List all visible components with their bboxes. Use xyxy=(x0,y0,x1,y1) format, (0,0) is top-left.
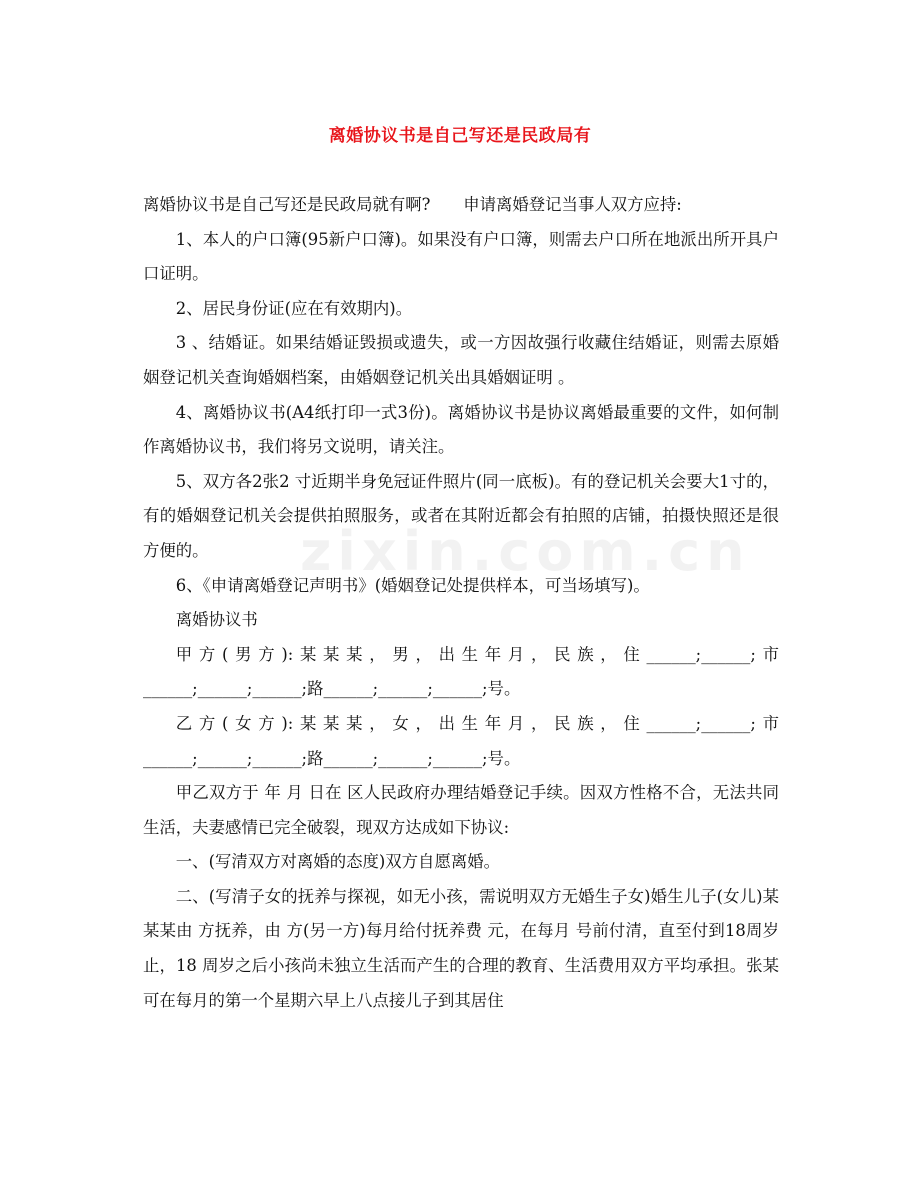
marriage-statement: 甲乙双方于 年 月 日在 区人民政府办理结婚登记手续。因双方性格不合，无法共同生活，夫妻感情已完全破裂，现双方达成如下协议: xyxy=(143,783,779,837)
requirement-3: 3 、结婚证。如果结婚证毁损或遗失，或一方因故强行收藏住结婚证，则需去原婚姻登记机关查询婚姻档案，由婚姻登记机关出具婚姻证明 。 xyxy=(143,333,779,387)
requirement-5: 5、双方各2张2 寸近期半身免冠证件照片(同一底板)。有的登记机关会要大1寸的，有的婚姻登记机关会提供拍照服务，或者在其附近都会有拍照的店铺，拍摄快照还是很方便的。 xyxy=(143,471,779,560)
clause-1: 一、(写清双方对离婚的态度)双方自愿离婚。 xyxy=(175,852,501,872)
document-title: 离婚协议书是自己写还是民政局有 xyxy=(328,126,592,146)
watermark: zixin.com.cn xyxy=(300,520,751,583)
agreement-heading: 离婚协议书 xyxy=(175,610,258,630)
party-b: 乙方(女方):某某某，女，出生年月，民族，住______;______;市______;______;______;路______;______;______;号。 xyxy=(143,713,779,768)
intro-paragraph: 离婚协议书是自己写还是民政局就有啊? 申请离婚登记当事人双方应持: xyxy=(143,195,682,214)
requirement-4: 4、离婚协议书(A4纸打印一式3份)。离婚协议书是协议离婚最重要的文件，如何制作离婚协议书，我们将另文说明，请关注。 xyxy=(143,402,779,457)
requirement-1: 1、本人的户口簿(95新户口簿)。如果没有户口簿，则需去户口所在地派出所开具户口证明。 xyxy=(143,229,779,284)
clause-2: 二、(写清子女的抚养与探视，如无小孩，需说明双方无婚生子女)婚生儿子(女儿)某某某由 方抚养，由 方(另一方)每月给付抚养费 元，在每月 号前付清，直至付到18周岁止，18 周岁之后小孩尚未独立生活而产生的合理的教育、生活费用双方平均承担。张某可在每月的第一个星期六早上八点接儿子到其居住 xyxy=(143,886,779,1010)
party-a: 甲方(男方):某某某，男，出生年月，民族，住______;______;市______;______;______;路______;______;______;号。 xyxy=(143,644,779,699)
document-body xyxy=(143,188,779,1018)
requirement-6: 6、《申请离婚登记声明书》(婚姻登记处提供样本，可当场填写)。 xyxy=(175,575,650,595)
requirement-2: 2、居民身份证(应在有效期内)。 xyxy=(175,298,413,318)
